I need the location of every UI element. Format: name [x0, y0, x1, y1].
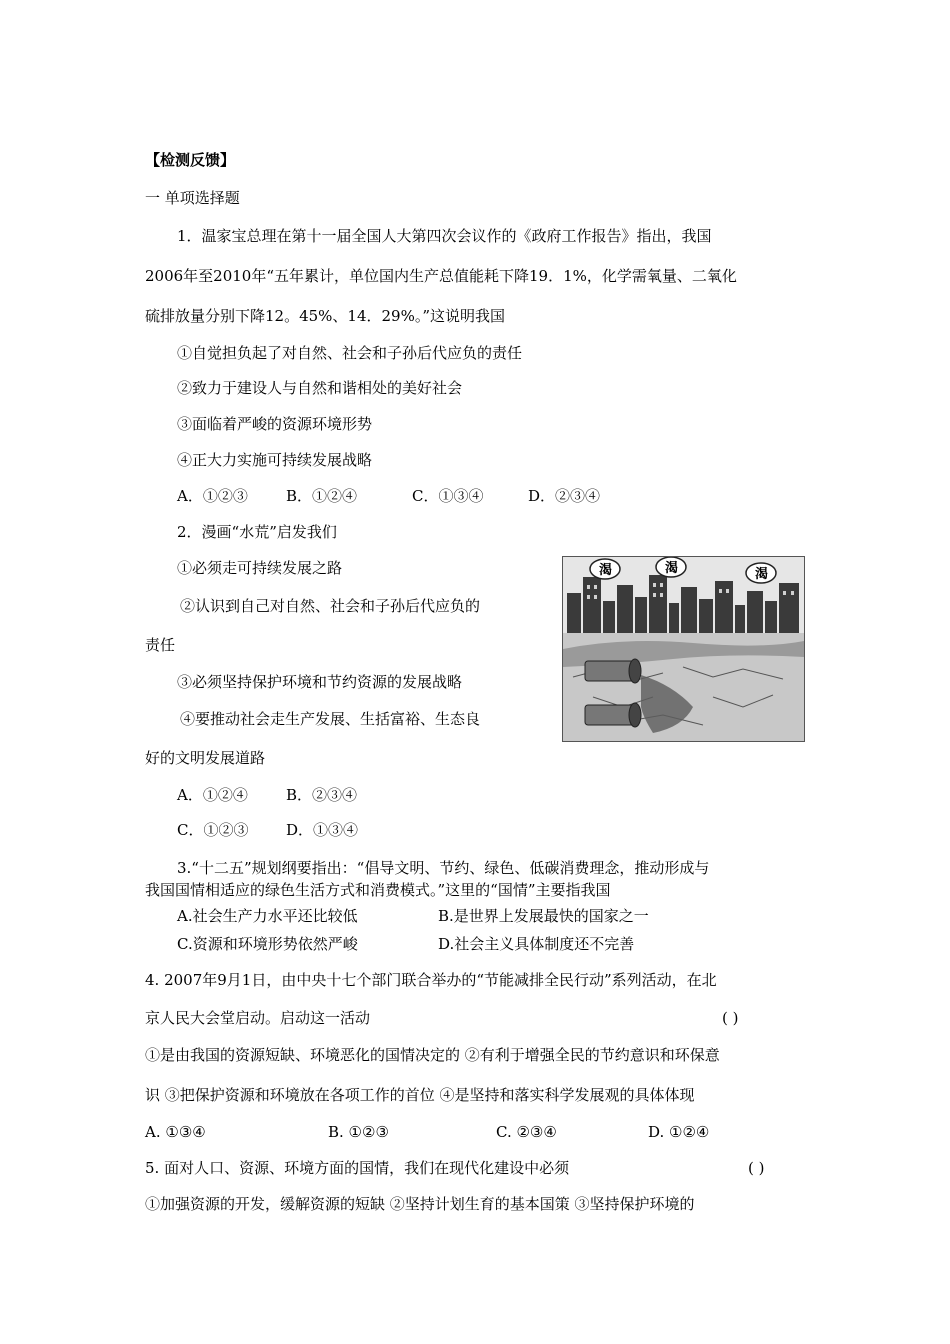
part-title: 一 单项选择题 [145, 189, 240, 207]
q2-item-3: ③必须坚持保护环境和节约资源的发展战略 [177, 673, 463, 691]
bubble-text-3: 渴 [755, 567, 769, 582]
q2-option-b: B．②③④ [286, 786, 358, 804]
q2-item-4a: ④要推动社会走生产发展、生括富裕、生态良 [180, 710, 481, 728]
q4-option-a: A. ①③④ [145, 1123, 206, 1141]
q4-items-line2: 识 ③把保护资源和环境放在各项工作的首位 ④是坚持和落实科学发展观的具体体现 [145, 1086, 695, 1104]
q3-stem-line1: 3.“十二五”规划纲要指出：“倡导文明、节约、绿色、低碳消费理念，推动形成与 [177, 859, 710, 877]
q5-answer-paren: ( ) [748, 1159, 765, 1177]
bubble-text-2: 渴 [665, 561, 679, 576]
q4-option-b: B. ①②③ [328, 1123, 389, 1141]
q1-stem-line2: 2006年至2010年“五年累计，单位国内生产总值能耗下降19．1%，化学需氧量、二氧化 [145, 267, 737, 285]
q3-option-d: D.社会主义具体制度还不完善 [438, 935, 635, 953]
q4-stem-line2: 京人民大会堂启动。启动这一活动 [145, 1009, 371, 1027]
q1-option-d: D．②③④ [528, 487, 601, 505]
q2-stem: 2．漫画“水荒”启发我们 [177, 523, 337, 541]
q1-stem-line3: 硫排放量分别下降12。45%、14．29%。”这说明我国 [145, 307, 506, 325]
q4-answer-paren: ( ) [722, 1009, 739, 1027]
q1-option-c: C．①③④ [412, 487, 484, 505]
q1-item-3: ③面临着严峻的资源环境形势 [177, 415, 373, 433]
q1-stem-line1: 1．温家宝总理在第十一届全国人大第四次会议作的《政府工作报告》指出，我国 [177, 227, 712, 245]
q5-stem: 5. 面对人口、资源、环境方面的国情，我们在现代化建设中必须 [145, 1159, 570, 1177]
q1-item-4: ④正大力实施可持续发展战略 [177, 451, 373, 469]
q2-option-c: C．①②③ [177, 821, 249, 839]
q2-option-d: D．①③④ [286, 821, 359, 839]
q1-item-2: ②致力于建设人与自然和谐相处的美好社会 [177, 379, 463, 397]
water-shortage-cartoon [562, 556, 805, 742]
q2-item-2b: 责任 [145, 636, 176, 654]
section-title: 【检测反馈】 [145, 151, 236, 169]
q1-item-1: ①自觉担负起了对自然、社会和子孙后代应负的责任 [177, 344, 523, 362]
q2-item-1: ①必须走可持续发展之路 [177, 559, 343, 577]
q5-items-line1: ①加强资源的开发，缓解资源的短缺 ②坚持计划生育的基本国策 ③坚持保护环境的 [145, 1195, 695, 1213]
bubble-text-1: 渴 [599, 563, 613, 578]
q3-option-b: B.是世界上发展最快的国家之一 [438, 907, 649, 925]
q3-option-c: C.资源和环境形势依然严峻 [177, 935, 358, 953]
q2-item-2a: ②认识到自己对自然、社会和子孙后代应负的 [180, 597, 481, 615]
q1-option-b: B．①②④ [286, 487, 358, 505]
q2-item-4b: 好的文明发展道路 [145, 749, 266, 767]
q4-option-d: D. ①②④ [648, 1123, 710, 1141]
q2-option-a: A．①②④ [177, 786, 248, 804]
q4-stem-line1: 4. 2007年9月1日，由中央十七个部门联合举办的“节能减排全民行动”系列活动，在北 [145, 971, 717, 989]
q4-option-c: C. ②③④ [496, 1123, 557, 1141]
q3-stem-line2: 我国国情相适应的绿色生活方式和消费模式。”这里的“国情”主要指我国 [145, 881, 611, 899]
q4-items-line1: ①是由我国的资源短缺、环境恶化的国情决定的 ②有利于增强全民的节约意识和环保意 [145, 1046, 720, 1064]
q1-option-a: A．①②③ [177, 487, 248, 505]
q3-option-a: A.社会生产力水平还比较低 [177, 907, 358, 925]
